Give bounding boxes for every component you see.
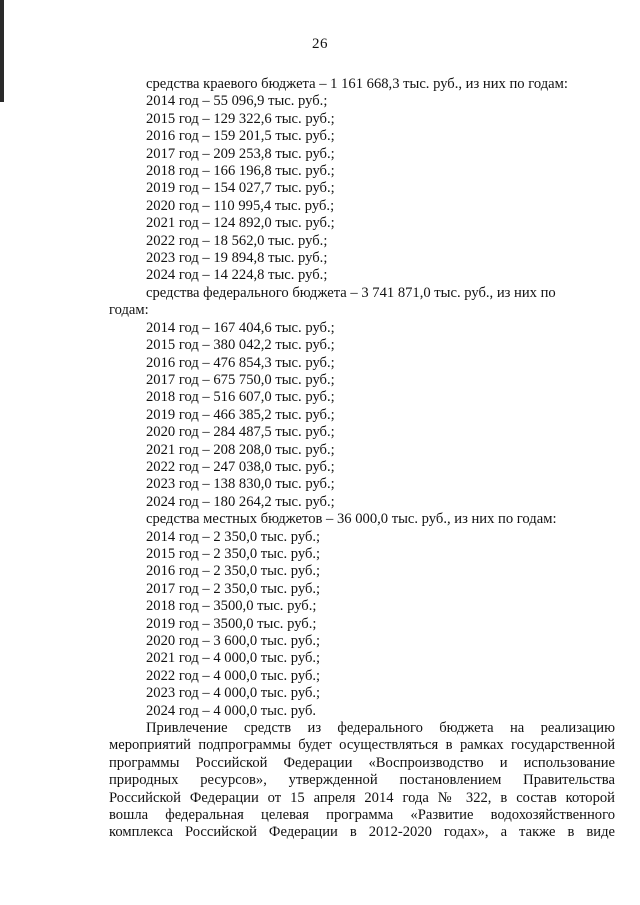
year-line: 2018 год – 3500,0 тыс. руб.; (146, 598, 317, 615)
year-line: 2017 год – 2 350,0 тыс. руб.; (146, 580, 321, 597)
year-line: 2014 год – 55 096,9 тыс. руб.; (146, 93, 328, 110)
year-line: 2019 год – 154 027,7 тыс. руб.; (146, 180, 335, 197)
year-line: 2020 год – 3 600,0 тыс. руб.; (146, 633, 321, 649)
paragraph-line: мероприятий подпрограммы будет осуществляться в рамках государственной (109, 737, 615, 754)
year-line: 2015 год – 2 350,0 тыс. руб.; (146, 545, 321, 562)
year-line: 2021 год – 124 892,0 тыс. руб.; (146, 215, 335, 232)
budget-section-local (109, 511, 615, 720)
year-line: 2020 год – 284 487,5 тыс. руб.; (146, 424, 335, 441)
section-header-continuation: годам: (109, 302, 149, 319)
year-line: 2022 год – 18 562,0 тыс. руб.; (146, 232, 328, 249)
year-line: 2018 год – 516 607,0 тыс. руб.; (146, 389, 335, 406)
year-line: 2016 год – 476 854,3 тыс. руб.; (146, 354, 335, 371)
paragraph-line: комплекса Российской Федерации в 2012-2020 годах», а также в виде (109, 824, 615, 841)
year-line: 2015 год – 129 322,6 тыс. руб.; (146, 110, 335, 127)
year-line: 2023 год – 4 000,0 тыс. руб.; (146, 685, 321, 702)
year-line: 2024 год – 180 264,2 тыс. руб.; (146, 493, 335, 510)
year-line: 2016 год – 2 350,0 тыс. руб.; (146, 563, 321, 580)
budget-section-federal (109, 285, 615, 511)
paragraph-line: Привлечение средств из федерального бюджета на реализацию (146, 720, 615, 737)
year-line: 2015 год – 380 042,2 тыс. руб.; (146, 337, 335, 354)
page-number: 26 (312, 36, 328, 52)
section-header: средства федерального бюджета – 3 741 871,0 тыс. руб., из них по (146, 284, 556, 301)
year-line: 2024 год – 4 000,0 тыс. руб. (146, 702, 317, 719)
year-line: 2017 год – 209 253,8 тыс. руб.; (146, 145, 335, 162)
year-line: 2014 год – 2 350,0 тыс. руб.; (146, 528, 321, 545)
year-line: 2019 год – 466 385,2 тыс. руб.; (146, 406, 335, 423)
document-body (109, 76, 615, 842)
year-line: 2014 год – 167 404,6 тыс. руб.; (146, 319, 335, 336)
paragraph-line: вошла федеральная целевая программа «Развитие водохозяйственного (109, 807, 615, 824)
year-line: 2021 год – 4 000,0 тыс. руб.; (146, 650, 321, 667)
year-line: 2021 год – 208 208,0 тыс. руб.; (146, 441, 335, 458)
closing-paragraph (109, 720, 615, 842)
year-line: 2022 год – 247 038,0 тыс. руб.; (146, 458, 335, 475)
year-line: 2022 год – 4 000,0 тыс. руб.; (146, 667, 321, 684)
year-line: 2024 год – 14 224,8 тыс. руб.; (146, 267, 328, 284)
year-line: 2017 год – 675 750,0 тыс. руб.; (146, 371, 335, 388)
year-line: 2023 год – 138 830,0 тыс. руб.; (146, 476, 335, 493)
year-line: 2019 год – 3500,0 тыс. руб.; (146, 615, 317, 632)
year-line: 2020 год – 110 995,4 тыс. руб.; (146, 197, 335, 214)
paragraph-line: природных ресурсов», утвержденной постановлением Правительства (109, 772, 615, 789)
year-line: 2018 год – 166 196,8 тыс. руб.; (146, 163, 335, 180)
year-line: 2023 год – 19 894,8 тыс. руб.; (146, 250, 328, 267)
budget-section-regional (109, 76, 615, 285)
section-header: средства краевого бюджета – 1 161 668,3 тыс. руб., из них по годам: (146, 76, 568, 92)
paragraph-line: программы Российской Федерации «Воспроизводство и использование (109, 754, 615, 771)
section-header: средства местных бюджетов – 36 000,0 тыс. руб., из них по годам: (146, 511, 557, 528)
year-line: 2016 год – 159 201,5 тыс. руб.; (146, 128, 335, 145)
paragraph-line: Российской Федерации от 15 апреля 2014 года № 322, в состав которой (109, 789, 615, 806)
